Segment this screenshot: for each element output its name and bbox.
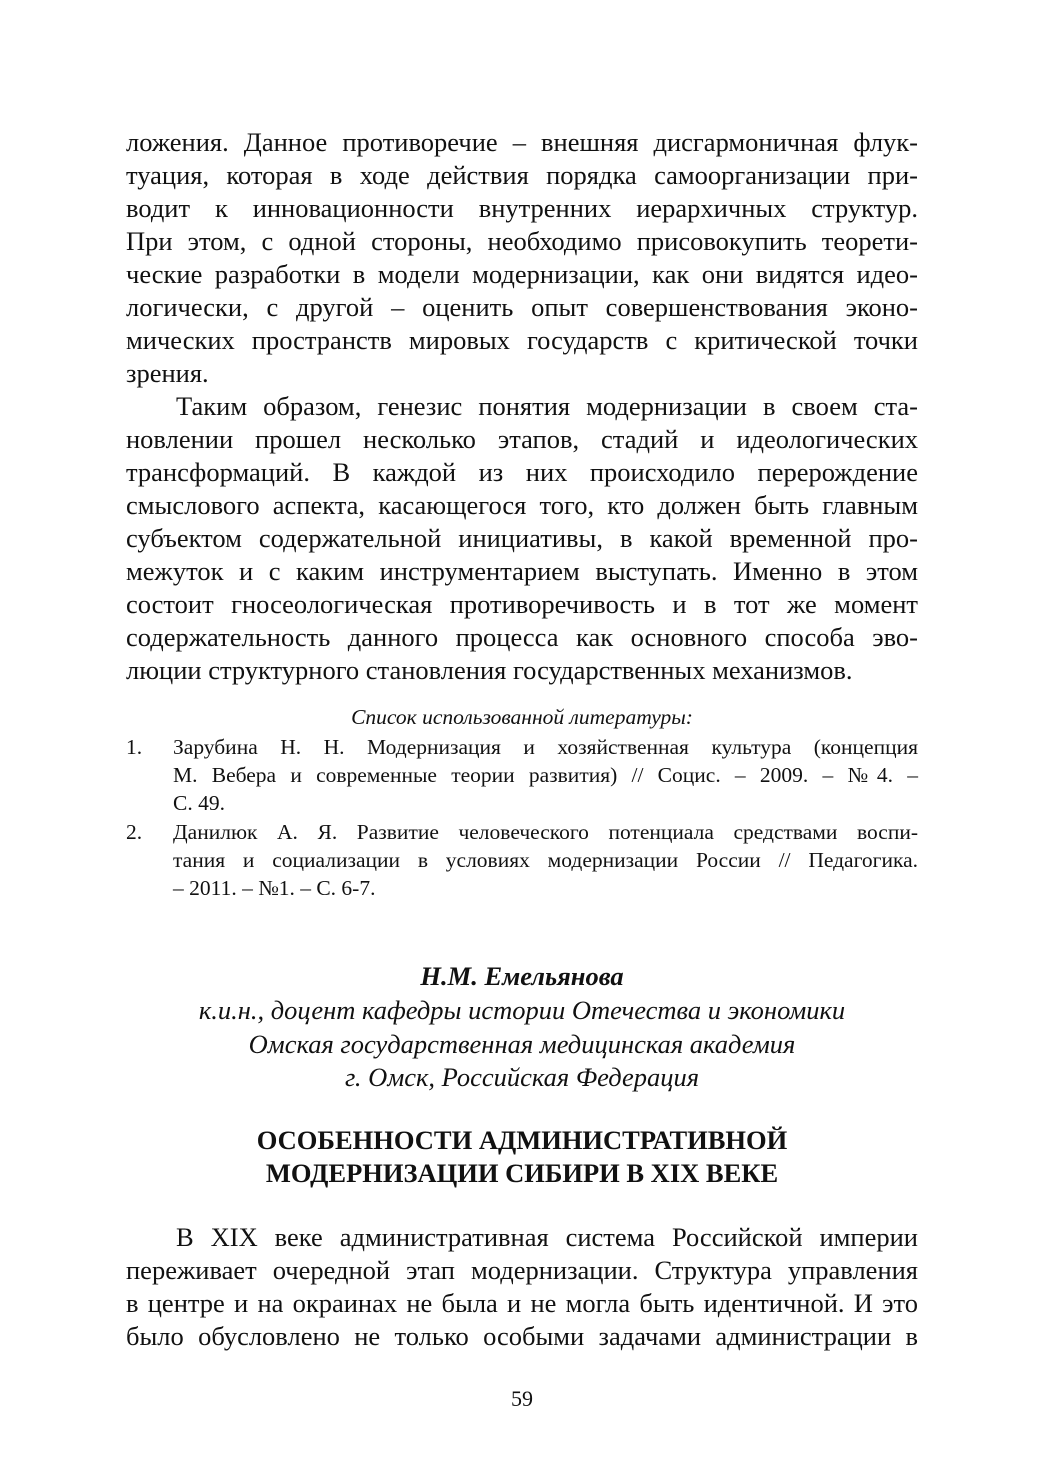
paragraph-line: ческие разработки в модели модернизации, как они видятся идео-	[126, 259, 918, 289]
paragraph-line: логически, с другой – оценить опыт совершенствования эконо-	[126, 292, 918, 322]
paragraph-line: При этом, с одной стороны, необходимо присовокупить теорети-	[126, 226, 918, 256]
paragraph-line: ложения. Данное противоречие – внешняя дисгармоничная флук-	[126, 127, 918, 157]
reference-line: С. 49.	[173, 791, 225, 815]
reference-line: тания и социализации в условиях модернизации России // Педагогика.	[173, 848, 918, 872]
article-title-line: МОДЕРНИЗАЦИИ СИБИРИ В XIX ВЕКЕ	[265, 1158, 779, 1188]
paragraph-line: люции структурного становления государственных механизмов.	[126, 655, 853, 685]
paragraph-line: содержательность данного процесса как основного способа эво-	[126, 622, 918, 652]
paragraph-line: было обусловлено не только особыми задачами администрации в	[126, 1321, 918, 1351]
paragraph-line: межуток и с каким инструментарием выступать. Именно в этом	[126, 556, 918, 586]
author-organization: Омская государственная медицинская академия	[248, 1029, 796, 1059]
author-name: Н.М. Емельянова	[420, 961, 624, 991]
reference-number: 2.	[126, 820, 143, 844]
reference-line: – 2011. – №1. – С. 6-7.	[173, 876, 376, 900]
paragraph-line: Таким образом, генезис понятия модернизации в своем ста-	[176, 391, 918, 421]
paragraph-line: В XIX веке административная система Российской империи	[176, 1222, 918, 1252]
paragraph-line: переживает очередной этап модернизации. Структура управления	[126, 1255, 918, 1285]
reference-line: Данилюк А. Я. Развитие человеческого потенциала средствами воспи-	[173, 820, 918, 844]
references-title: Список использованной литературы:	[351, 705, 693, 729]
paragraph-line: новлении прошел несколько этапов, стадий и идеологических	[126, 424, 918, 454]
author-location: г. Омск, Российская Федерация	[344, 1062, 700, 1092]
paragraph-line: смыслового аспекта, касающегося того, кто должен быть главным	[126, 490, 918, 520]
author-position: к.и.н., доцент кафедры истории Отечества и экономики	[198, 995, 846, 1025]
reference-number: 1.	[126, 735, 143, 759]
paragraph-line: субъектом содержательной инициативы, в какой временной про-	[126, 523, 918, 553]
reference-line: Зарубина Н. Н. Модернизация и хозяйственная культура (концепция	[173, 735, 918, 759]
reference-line: М. Вебера и современные теории развития) // Социс. – 2009. – №4. –	[173, 763, 918, 787]
article-title-line: ОСОБЕННОСТИ АДМИНИСТРАТИВНОЙ	[256, 1125, 788, 1155]
paragraph-line: в центре и на окраинах не была и не могла быть идентичной. И это	[126, 1288, 918, 1318]
paragraph-line: трансформаций. В каждой из них происходило перерождение	[126, 457, 918, 487]
paragraph-line: водит к инновационности внутренних иерархичных структур.	[126, 193, 918, 223]
paragraph-line: состоит гносеологическая противоречивость и в тот же момент	[126, 589, 918, 619]
page-number: 59	[511, 1386, 533, 1411]
document-page	[126, 0, 918, 1473]
paragraph-line: зрения.	[126, 358, 209, 388]
paragraph-line: туация, которая в ходе действия порядка самоорганизации при-	[126, 160, 918, 190]
paragraph-line: мических пространств мировых государств с критической точки	[126, 325, 918, 355]
